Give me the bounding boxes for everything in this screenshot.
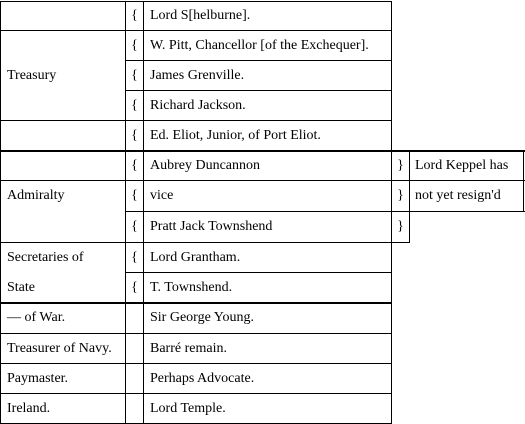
close-brace: } [392,212,410,243]
name-cell: vice [144,181,392,212]
open-brace: { [126,151,144,181]
note-cell: Lord Keppel has [410,151,524,181]
open-brace: { [126,212,144,243]
close-brace: } [392,151,410,181]
name-cell: T. Townshend. [144,273,392,303]
open-brace: { [126,31,144,61]
office-cell [0,1,126,31]
name-cell: Pratt Jack Townshend [144,212,392,243]
office-label-ireland: Ireland. [0,394,126,424]
name-cell: Ed. Eliot, Junior, of Port Eliot. [144,121,392,151]
office-label-admiralty: Admiralty [0,181,126,212]
office-cell [0,31,126,61]
name-cell: Aubrey Duncannon [144,151,392,181]
close-brace: } [392,181,410,212]
office-cell [0,212,126,243]
office-label-paymaster: Paymaster. [0,364,126,394]
office-label-treasury: Treasury [0,61,126,91]
office-cell [0,151,126,181]
office-cell [0,91,126,121]
note-cell: not yet resign'd [410,181,524,212]
name-cell: Barré remain. [144,334,392,364]
office-cell [0,121,126,151]
name-cell: Sir George Young. [144,303,392,334]
open-brace: { [126,61,144,91]
name-cell: James Grenville. [144,61,392,91]
name-cell: Richard Jackson. [144,91,392,121]
open-brace: { [126,181,144,212]
name-cell: W. Pitt, Chancellor [of the Exchequer]. [144,31,392,61]
office-label-war: — of War. [0,303,126,334]
office-label-navy: Treasurer of Navy. [0,334,126,364]
open-brace: { [126,1,144,31]
name-cell: Perhaps Advocate. [144,364,392,394]
open-brace: { [126,121,144,151]
open-brace: { [126,273,144,303]
empty-brace-cell [126,303,144,334]
name-cell: Lord Grantham. [144,243,392,273]
empty-brace-cell [126,334,144,364]
office-label-state: State [0,273,126,303]
empty-brace-cell [126,394,144,424]
name-cell: Lord Temple. [144,394,392,424]
open-brace: { [126,243,144,273]
empty-brace-cell [126,364,144,394]
open-brace: { [126,91,144,121]
office-label-secretaries: Secretaries of [0,243,126,273]
name-cell: Lord S[helburne]. [144,1,392,31]
